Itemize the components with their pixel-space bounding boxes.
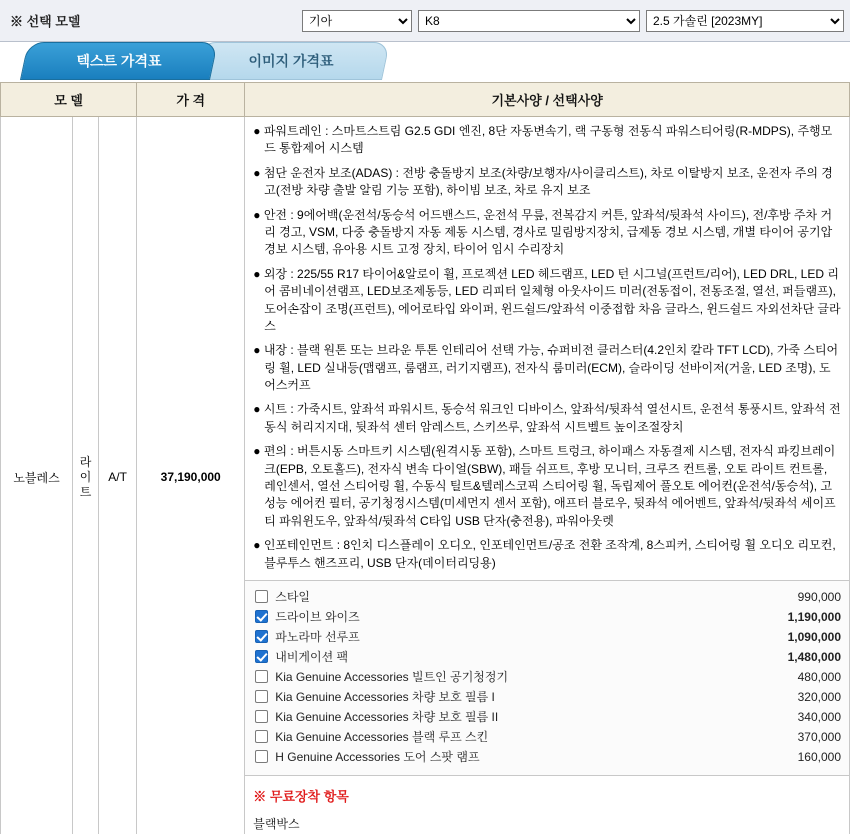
option-label: 드라이브 와이즈 <box>275 610 360 625</box>
table-header-row <box>1 83 850 117</box>
option-label: Kia Genuine Accessories 차량 보호 필름 II <box>275 710 499 725</box>
option-price: 1,090,000 <box>787 629 841 644</box>
model-select[interactable] <box>418 10 640 32</box>
option-label: 파노라마 선루프 <box>275 630 360 645</box>
option-checkbox[interactable] <box>255 670 268 683</box>
tab-text-pricetable[interactable] <box>20 42 218 80</box>
tab-image-pricetable[interactable] <box>192 42 390 80</box>
option-row[interactable] <box>253 687 841 707</box>
option-price: 320,000 <box>797 689 841 704</box>
option-price: 1,190,000 <box>787 609 841 624</box>
tab-text-pricetable-label: 텍스트 가격표 <box>76 53 162 69</box>
option-row[interactable] <box>253 727 841 747</box>
option-row[interactable] <box>253 667 841 687</box>
option-price: 1,480,000 <box>787 649 841 664</box>
spec-line: ● 첨단 운전자 보조(ADAS) : 전방 충돌방지 보조(차량/보행자/사이클리스트), 차로 이탈방지 보조, 운전자 주의 경고(전방 차량 출발 알림 기능 포함), 하이빔 보조, 차로 유지 보조 <box>253 165 833 198</box>
option-price: 160,000 <box>797 749 841 764</box>
cell-model-name: 노블레스 <box>1 117 73 834</box>
option-checkbox[interactable] <box>255 610 268 623</box>
spec-line: ● 시트 : 가죽시트, 앞좌석 파워시트, 동승석 워크인 디바이스, 앞좌석/뒷좌석 열선시트, 운전석 통풍시트, 앞좌석 전동식 허리지지대, 뒷좌석 센터 암레스트, 스키쓰루, 앞좌석 시트벨트 높이조절장치 <box>253 402 841 434</box>
option-checkbox[interactable] <box>255 650 268 663</box>
option-label: Kia Genuine Accessories 블랙 루프 스킨 <box>275 730 489 745</box>
spec-line: ● 파워트레인 : 스마트스트림 G2.5 GDI 엔진, 8단 자동변속기, 랙 구동형 전동식 파워스티어링(R-MDPS), 주행모드 통합제어 시스템 <box>253 124 833 156</box>
spec-line: ● 외장 : 225/55 R17 타이어&알로이 휠, 프로젝션 LED 헤드램프, LED 턴 시그널(프런트/리어), LED DRL, LED 리어 콤비네이션램프, LED보조제동등, LED 리피터 일체형 아웃사이드 미러(전동접이, 전동조절, 열선, 퍼들램프), 도어손잡이 조명(프런트), 에어로타입 와이퍼, 윈드쉴드/앞좌석 이중접합 차음 글라스, 윈드쉴드 자외선차단 글라스 <box>253 266 841 333</box>
option-row[interactable] <box>253 707 841 727</box>
option-list <box>245 580 849 775</box>
tab-image-pricetable-label: 이미지 가격표 <box>248 53 334 69</box>
option-checkbox[interactable] <box>255 630 268 643</box>
option-checkbox[interactable] <box>255 690 268 703</box>
option-price: 990,000 <box>797 589 841 604</box>
option-row[interactable] <box>253 587 841 607</box>
spec-list <box>245 117 849 580</box>
table-row <box>1 117 850 834</box>
cell-transmission: A/T <box>99 117 137 834</box>
cell-price: 37,190,000 <box>137 117 245 834</box>
option-checkbox[interactable] <box>255 710 268 723</box>
free-install-item: 블랙박스 <box>253 816 300 831</box>
option-label: 스타일 <box>275 590 311 605</box>
cell-spec <box>245 117 850 834</box>
option-label: 내비게이션 팩 <box>275 650 349 665</box>
option-price: 480,000 <box>797 669 841 684</box>
cell-trim-name: 라이트 <box>73 117 99 834</box>
option-checkbox[interactable] <box>255 730 268 743</box>
spec-line: ● 편의 : 버튼시동 스마트키 시스템(원격시동 포함), 스마트 트렁크, 하이패스 자동결제 시스템, 전자식 파킹브레이크(EPB, 오토홀드), 전자식 변속 다이얼(SBW), 패들 쉬프트, 후방 모니터, 크루즈 컨트롤, 오토 라이트 컨트롤, 레인센서, 열선 스티어링 휠, 수동식 틸트&텔레스코픽 스티어링 휠, 독립제어 풀오토 에어컨(운전석/동승석), 고성능 에어컨 필터, 공기청정시스템(미세먼지 센서 포함), 애프터 블로우, 뒷좌석 에어벤트, 앞좌석/뒷좌석 세이프티 파워윈도우, 앞좌석/뒷좌석 C타입 USB 단자(충전용), 파워아웃렛 <box>253 444 836 528</box>
option-row[interactable] <box>253 607 841 627</box>
header-spec: 기본사양 / 선택사양 <box>245 83 850 117</box>
option-label: Kia Genuine Accessories 빌트인 공기청정기 <box>275 670 509 685</box>
option-price: 370,000 <box>797 729 841 744</box>
free-install-title: ※ 무료장착 항목 <box>253 788 349 804</box>
option-row[interactable] <box>253 627 841 647</box>
option-checkbox[interactable] <box>255 750 268 763</box>
free-install-section <box>245 775 849 834</box>
header-model: 모 델 <box>1 83 137 117</box>
option-checkbox[interactable] <box>255 590 268 603</box>
price-table <box>0 82 850 834</box>
option-label: H Genuine Accessories 도어 스팟 램프 <box>275 750 480 765</box>
trim-select[interactable] <box>646 10 844 32</box>
selected-model-label: ※ 선택 모델 <box>10 14 81 29</box>
option-price: 340,000 <box>797 709 841 724</box>
spec-line: ● 내장 : 블랙 원톤 또는 브라운 투톤 인테리어 선택 가능, 슈퍼비전 클러스터(4.2인치 칼라 TFT LCD), 가죽 스티어링 휠, LED 실내등(맵램프, 룸램프, 러기지램프), 전자식 룸미러(ECM), 슬라이딩 선바이저(거울, LED 조명), 도어스커프 <box>253 343 839 393</box>
option-row[interactable] <box>253 647 841 667</box>
option-label: Kia Genuine Accessories 차량 보호 필름 I <box>275 690 495 705</box>
spec-line: ● 인포테인먼트 : 8인치 디스플레이 오디오, 인포테인먼트/공조 전환 조작계, 8스피커, 스티어링 휠 오디오 리모컨, 블루투스 핸즈프리, USB 단자(데이터리딩용) <box>253 538 836 570</box>
option-row[interactable] <box>253 747 841 767</box>
spec-line: ● 안전 : 9에어백(운전석/동승석 어드밴스드, 운전석 무릎, 전복감지 커튼, 앞좌석/뒷좌석 사이드), 전/후방 주차 거리 경고, VSM, 다중 충돌방지 자동 제동 시스템, 경사로 밀림방지장치, 급제동 경보 시스템, 개별 타이어 공기압 경보 시스템, 유아용 시트 고정 장치, 타이어 임시 수리장치 <box>253 207 833 257</box>
model-selector-bar <box>0 0 850 42</box>
brand-select[interactable] <box>302 10 412 32</box>
header-price: 가 격 <box>137 83 245 117</box>
tab-strip <box>0 42 850 82</box>
